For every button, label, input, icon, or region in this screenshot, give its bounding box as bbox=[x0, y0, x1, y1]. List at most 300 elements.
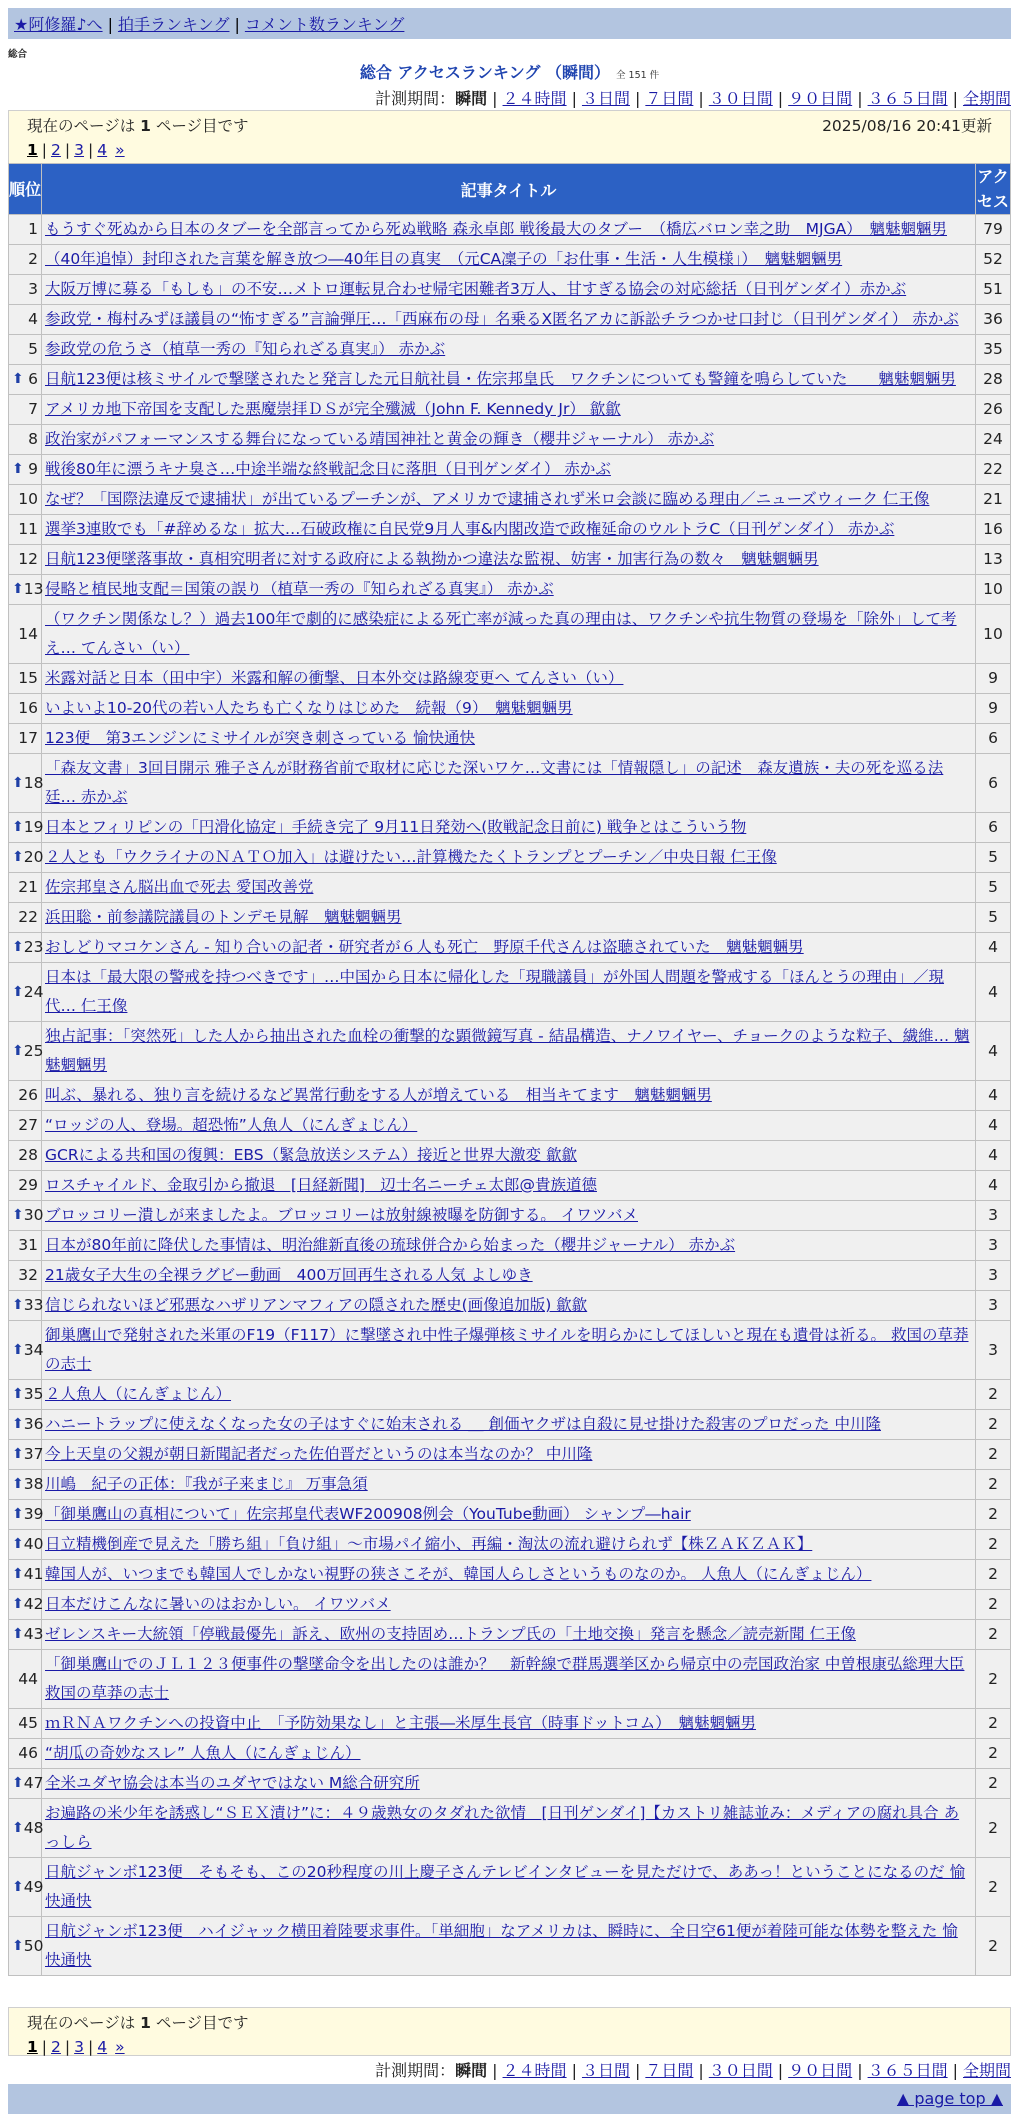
title-cell bbox=[42, 1709, 976, 1739]
table-header-row bbox=[9, 164, 1011, 215]
article-title-link[interactable]: 川嶋 紀子の正体：『我が子来まじ』 万事急須 bbox=[45, 1475, 368, 1493]
period-link[interactable]: ３６５日間 bbox=[867, 2061, 948, 2080]
article-title-link[interactable]: 日航ジャンボ123便 そもそも、この20秒程度の川上慶子さんテレビインタビューを見ただけで、ああっ！ということになるのだ 愉快通快 bbox=[45, 1863, 966, 1910]
rank-cell bbox=[9, 1380, 42, 1410]
title-cell bbox=[42, 1799, 976, 1858]
article-title-link[interactable]: お遍路の米少年を誘惑し“ＳＥＸ漬け”に：４９歳熟女のタダれた欲情 [日刊ゲンダイ]【カストリ雑誌並み：メディアの腐れ具合 あっしら bbox=[45, 1804, 960, 1851]
table-row bbox=[9, 245, 1011, 275]
rank-up-arrow-icon: ⬆ bbox=[12, 1042, 24, 1059]
article-title-link[interactable]: 全米ユダヤ協会は本当のユダヤではない M総合研究所 bbox=[45, 1774, 420, 1792]
table-row bbox=[9, 1291, 1011, 1321]
rank-cell bbox=[9, 1858, 42, 1917]
rank-number: 38 bbox=[23, 1475, 44, 1493]
table-row bbox=[9, 365, 1011, 395]
rank-number: 33 bbox=[23, 1296, 44, 1314]
article-title-link[interactable]: “胡瓜の奇妙なスレ” 人魚人（にんぎょじん） bbox=[45, 1744, 361, 1762]
article-title-link[interactable]: いよいよ10-20代の若い人たちも亡くなりはじめた 続報（9） 魑魅魍魎男 bbox=[45, 699, 573, 717]
title-cell bbox=[42, 1560, 976, 1590]
title-cell bbox=[42, 873, 976, 903]
separator: | bbox=[234, 15, 240, 34]
table-row bbox=[9, 1917, 1011, 1976]
rank-up-arrow-icon: ⬆ bbox=[12, 983, 24, 1000]
article-title-link[interactable]: なぜ？「国際法違反で逮捕状」が出ているプーチンが、アメリカで逮捕されず米ロ会談に臨める理由／ニューズウィーク 仁王像 bbox=[45, 490, 930, 508]
access-count: 5 bbox=[976, 903, 1011, 933]
access-count: 2 bbox=[976, 1917, 1011, 1976]
article-title-link[interactable]: 日本が80年前に降伏した事情は、明治維新直後の琉球併合から始まった（櫻井ジャーナル） 赤かぶ bbox=[45, 1236, 736, 1254]
title-cell bbox=[42, 545, 976, 575]
rank-number: 25 bbox=[23, 1041, 44, 1060]
separator: | bbox=[64, 2038, 71, 2056]
article-title-link[interactable]: ハニートラップに使えなくなった女の子はすぐに始末される ＿ 創価ヤクザは自殺に見せ掛けた殺害のプロだった 中川隆 bbox=[45, 1415, 881, 1433]
rank-cell bbox=[9, 903, 42, 933]
rank-number: 40 bbox=[23, 1535, 44, 1553]
access-count: 3 bbox=[976, 1231, 1011, 1261]
rank-number: 35 bbox=[23, 1385, 44, 1403]
access-count: 2 bbox=[976, 1799, 1011, 1858]
rank-cell bbox=[9, 1171, 42, 1201]
title-cell bbox=[42, 1530, 976, 1560]
table-row bbox=[9, 1709, 1011, 1739]
article-title-link[interactable]: 「御巣鷹山でのＪＬ１２３便事件の撃墜命令を出したのは誰か？ 新幹線で群馬選挙区から帰京中の売国政治家 中曽根康弘総理大臣 救国の草莽の志士 bbox=[45, 1655, 965, 1702]
table-row bbox=[9, 485, 1011, 515]
access-count: 36 bbox=[976, 305, 1011, 335]
rank-cell bbox=[9, 1321, 42, 1380]
article-title-link[interactable]: 日航123便は核ミサイルで撃墜されたと発言した元日航社員・佐宗邦皇氏 ワクチンについても警鐘を鳴らしていた 魑魅魍魎男 bbox=[45, 370, 956, 388]
period-link[interactable]: ２４時間 bbox=[502, 89, 567, 108]
title-cell bbox=[42, 933, 976, 963]
rank-up-arrow-icon: ⬆ bbox=[12, 1416, 24, 1432]
article-title-link[interactable]: 大阪万博に募る「もしも」の不安…メトロ運転見合わせ帰宅困難者3万人、甘すぎる協会の対応総括（日刊ゲンダイ）赤かぶ bbox=[45, 280, 907, 298]
rank-number: 7 bbox=[28, 400, 38, 418]
period-link[interactable]: ３６５日間 bbox=[867, 89, 948, 108]
period-selector-bottom bbox=[375, 2058, 1011, 2081]
period-label: 計測期間： bbox=[375, 2061, 456, 2080]
page-link[interactable]: 3 bbox=[74, 141, 85, 159]
article-title-link[interactable]: 今上天皇の父親が朝日新聞記者だった佐伯晋だというのは本当なのか？ 中川隆 bbox=[45, 1445, 593, 1463]
title-cell bbox=[42, 305, 976, 335]
rank-cell bbox=[9, 275, 42, 305]
table-row bbox=[9, 545, 1011, 575]
access-count: 3 bbox=[976, 1321, 1011, 1380]
access-count: 4 bbox=[976, 1141, 1011, 1171]
table-row bbox=[9, 335, 1011, 365]
table-row bbox=[9, 754, 1011, 813]
article-title-link[interactable]: 御巣鷹山で発射された米軍のF19（F117）に撃墜され中性子爆弾核ミサイルを明らかにしてほしいと現在も遺骨は祈る。 救国の草莽の志士 bbox=[45, 1326, 969, 1373]
article-title-link[interactable]: 21歳女子大生の全裸ラグビー動画 400万回再生される人気 よしゆき bbox=[45, 1266, 533, 1284]
article-title-link[interactable]: 参政党・梅村みずほ議員の“怖すぎる”言論弾圧…「西麻布の母」名乗るX匿名アカに訴訟チラつかせ口封じ（日刊ゲンダイ） 赤かぶ bbox=[45, 310, 959, 328]
rank-number: 16 bbox=[18, 699, 38, 717]
article-title-link[interactable]: “ロッジの人、登場。超恐怖”人魚人（にんぎょじん） bbox=[45, 1116, 418, 1134]
rank-number: 29 bbox=[18, 1176, 38, 1194]
table-row bbox=[9, 1171, 1011, 1201]
rank-up-arrow-icon: ⬆ bbox=[12, 1207, 24, 1223]
rank-number: 47 bbox=[23, 1774, 44, 1792]
article-title-link[interactable]: 政治家がパフォーマンスする舞台になっている靖国神社と黄金の輝き（櫻井ジャーナル） 赤かぶ bbox=[45, 430, 715, 448]
rank-cell bbox=[9, 245, 42, 275]
period-link[interactable]: ７日間 bbox=[645, 2061, 694, 2080]
rank-cell bbox=[9, 754, 42, 813]
article-title-link[interactable]: 日航ジャンボ123便 ハイジャック横田着陸要求事件。「単細胞」なアメリカは、瞬時に、全日空61便が着陸可能な体勢を整えた 愉快通快 bbox=[45, 1922, 958, 1969]
rank-number: 41 bbox=[23, 1565, 44, 1583]
top-nav-bar bbox=[8, 8, 1011, 39]
rank-number: 37 bbox=[23, 1445, 44, 1463]
separator: | bbox=[41, 2038, 48, 2056]
page-link[interactable]: 2 bbox=[51, 2038, 61, 2056]
period-link[interactable]: ３日間 bbox=[581, 89, 630, 108]
article-title-link[interactable]: アメリカ地下帝国を支配した悪魔崇拝ＤＳが完全殲滅（John F. Kennedy Jr） 歙歙 bbox=[45, 400, 621, 418]
access-count: 2 bbox=[976, 1560, 1011, 1590]
rank-up-arrow-icon: ⬆ bbox=[12, 461, 24, 477]
access-count: 3 bbox=[976, 1261, 1011, 1291]
total-count: 全 151 件 bbox=[616, 70, 660, 81]
table-row bbox=[9, 1410, 1011, 1440]
rank-up-arrow-icon: ⬆ bbox=[12, 1536, 24, 1552]
title-cell bbox=[42, 724, 976, 754]
access-count: 6 bbox=[976, 813, 1011, 843]
rank-cell bbox=[9, 335, 42, 365]
pager-top bbox=[8, 110, 1011, 164]
access-count: 2 bbox=[976, 1739, 1011, 1769]
separator: | bbox=[634, 2061, 641, 2080]
rank-number: 31 bbox=[18, 1236, 38, 1254]
period-link[interactable]: ９０日間 bbox=[788, 89, 853, 108]
table-row bbox=[9, 963, 1011, 1022]
access-count: 3 bbox=[976, 1201, 1011, 1231]
access-count: 2 bbox=[976, 1500, 1011, 1530]
access-count: 9 bbox=[976, 694, 1011, 724]
access-count: 2 bbox=[976, 1440, 1011, 1470]
article-title-link[interactable]: 独占記事：「突然死」した人から抽出された血栓の衝撃的な顕微鏡写真 - 結晶構造、ナノワイヤー、チョークのような粒子、繊維… 魑魅魍魎男 bbox=[45, 1027, 970, 1074]
rank-number: 36 bbox=[23, 1415, 44, 1433]
period-link[interactable]: ３０日間 bbox=[708, 2061, 773, 2080]
rank-cell bbox=[9, 1769, 42, 1799]
top-nav-link-comment-ranking[interactable]: コメント数ランキング bbox=[244, 15, 405, 34]
rank-cell bbox=[9, 1410, 42, 1440]
article-title-link[interactable]: ブロッコリー潰しが来ましたよ。ブロッコリーは放射線被曝を防御する。 イワツバメ bbox=[45, 1206, 638, 1224]
period-current: 瞬間 bbox=[455, 2061, 488, 2080]
rank-cell bbox=[9, 365, 42, 395]
rank-up-arrow-icon: ⬆ bbox=[12, 1878, 24, 1895]
title-cell bbox=[42, 1171, 976, 1201]
table-row bbox=[9, 605, 1011, 664]
article-title-link[interactable]: ロスチャイルド、金取引から撤退 [日経新聞] 辺士名ニーチェ太郎@貴族道德 bbox=[45, 1176, 597, 1194]
rank-up-arrow-icon: ⬆ bbox=[12, 1446, 24, 1462]
table-row bbox=[9, 1081, 1011, 1111]
title-cell bbox=[42, 963, 976, 1022]
rank-number: 6 bbox=[28, 370, 38, 388]
table-row bbox=[9, 1590, 1011, 1620]
title-cell bbox=[42, 485, 976, 515]
separator: | bbox=[634, 89, 641, 108]
page-link[interactable]: 4 bbox=[97, 141, 108, 159]
title-cell bbox=[42, 1261, 976, 1291]
title-cell bbox=[42, 843, 976, 873]
article-title-link[interactable]: ゼレンスキー大統領「停戦最優先」訴え、欧州の支持固め…トランプ氏の「土地交換」発言を懸念／読売新聞 仁王像 bbox=[45, 1625, 857, 1643]
article-title-link[interactable]: 米露対話と日本（田中宇）米露和解の衝撃、日本外交は路線変更へ てんさい（い） bbox=[45, 669, 624, 687]
article-title-link[interactable]: （ワクチン関係なし？）過去100年で劇的に感染症による死亡率が減った真の理由は、ワクチンや抗生物質の登場を「除外」して考え… てんさい（い） bbox=[45, 610, 957, 657]
rank-cell bbox=[9, 605, 42, 664]
rank-number: 14 bbox=[18, 624, 38, 643]
access-count: 2 bbox=[976, 1410, 1011, 1440]
rank-number: 23 bbox=[23, 938, 44, 956]
rank-cell bbox=[9, 1111, 42, 1141]
article-title-link[interactable]: 信じられないほど邪悪なハザリアンマフィアの隠された歴史(画像追加版) 歙歙 bbox=[45, 1296, 588, 1314]
access-count: 35 bbox=[976, 335, 1011, 365]
article-title-link[interactable]: 選挙3連敗でも「#辞めるな」拡大…石破政権に自民党9月人事&内閣改造で政権延命のウルトラC（日刊ゲンダイ） 赤かぶ bbox=[45, 520, 895, 538]
page-status-line bbox=[27, 2011, 992, 2035]
article-title-link[interactable]: 日立精機倒産で見えた「勝ち組」「負け組」～市場パイ縮小、再編・淘汰の流れ避けられず【株ＺＡＫＺＡＫ】 bbox=[45, 1535, 813, 1553]
period-link[interactable]: ３０日間 bbox=[708, 89, 773, 108]
access-count: 4 bbox=[976, 1022, 1011, 1081]
access-count: 26 bbox=[976, 395, 1011, 425]
article-title-link[interactable]: もうすぐ死ぬから日本のタブーを全部言ってから死ぬ戦略 森永卓郎 戦後最大のタブー （橋広バロン幸之助 MJGA） 魑魅魍魎男 bbox=[45, 220, 947, 238]
access-count: 5 bbox=[976, 843, 1011, 873]
rank-number: 34 bbox=[23, 1340, 44, 1359]
rank-number: 26 bbox=[18, 1086, 38, 1104]
separator: | bbox=[952, 89, 958, 108]
header-access: アクセス bbox=[976, 164, 1011, 215]
access-count: 2 bbox=[976, 1769, 1011, 1799]
rank-up-arrow-icon: ⬆ bbox=[12, 1341, 24, 1358]
table-row bbox=[9, 455, 1011, 485]
separator: | bbox=[857, 2061, 863, 2080]
rank-cell bbox=[9, 963, 42, 1022]
table-row bbox=[9, 664, 1011, 694]
separator: | bbox=[492, 2061, 498, 2080]
rank-cell bbox=[9, 724, 42, 754]
title-cell bbox=[42, 1620, 976, 1650]
table-row bbox=[9, 1141, 1011, 1171]
table-row bbox=[9, 1769, 1011, 1799]
rank-number: 20 bbox=[23, 848, 44, 866]
access-count: 2 bbox=[976, 1470, 1011, 1500]
title-cell bbox=[42, 1321, 976, 1380]
rank-up-arrow-icon: ⬆ bbox=[12, 1566, 24, 1582]
period-link[interactable]: 全期間 bbox=[962, 89, 1011, 108]
table-row bbox=[9, 1530, 1011, 1560]
access-count: 10 bbox=[976, 605, 1011, 664]
article-title-link[interactable]: 123便 第3エンジンにミサイルが突き刺さっている 愉快通快 bbox=[45, 729, 476, 747]
title-cell bbox=[42, 1440, 976, 1470]
period-link[interactable]: ３日間 bbox=[581, 2061, 630, 2080]
rank-cell bbox=[9, 1022, 42, 1081]
rank-number: 5 bbox=[28, 340, 38, 358]
rank-cell bbox=[9, 1470, 42, 1500]
article-title-link[interactable]: 浜田聡・前参議院議員のトンデモ見解 魑魅魍魎男 bbox=[45, 908, 402, 926]
title-cell bbox=[42, 1081, 976, 1111]
page-status bbox=[27, 2011, 249, 2035]
rank-number: 4 bbox=[28, 310, 38, 328]
page-top-link[interactable]: ▲ page top ▲ bbox=[896, 2089, 1003, 2108]
rank-number: 8 bbox=[28, 430, 38, 448]
rank-cell bbox=[9, 1650, 42, 1709]
table-row bbox=[9, 1858, 1011, 1917]
rank-cell bbox=[9, 1799, 42, 1858]
access-count: 4 bbox=[976, 1081, 1011, 1111]
title-cell bbox=[42, 1858, 976, 1917]
rank-cell bbox=[9, 843, 42, 873]
article-title-link[interactable]: 日航123便墜落事故・真相究明者に対する政府による執拗かつ違法な監視、妨害・加害行為の数々 魑魅魍魎男 bbox=[45, 550, 819, 568]
rank-up-arrow-icon: ⬆ bbox=[12, 774, 24, 791]
rank-number: 21 bbox=[18, 878, 38, 896]
title-cell bbox=[42, 1470, 976, 1500]
rank-cell bbox=[9, 694, 42, 724]
article-title-link[interactable]: ｍＲＮＡワクチンへの投資中止 「予防効果なし」と主張―米厚生長官（時事ドットコム） 魑魅魍魎男 bbox=[45, 1714, 756, 1732]
article-title-link[interactable]: GCRによる共和国の復興：EBS（緊急放送システム）接近と世界大激変 歙歙 bbox=[45, 1146, 577, 1164]
rank-cell bbox=[9, 1440, 42, 1470]
article-title-link[interactable]: 韓国人が、いつまでも韓国人でしかない視野の狭さこそが、韓国人らしさというものなのか。 人魚人（にんぎょじん） bbox=[45, 1565, 872, 1583]
period-current: 瞬間 bbox=[455, 89, 488, 108]
rank-number: 27 bbox=[18, 1116, 38, 1134]
access-count: 9 bbox=[976, 664, 1011, 694]
page-link[interactable]: 4 bbox=[97, 2038, 108, 2056]
top-nav-link-home[interactable]: ★阿修羅♪へ bbox=[14, 15, 103, 34]
page-current: 1 bbox=[27, 2038, 38, 2056]
article-title-link[interactable]: 「森友文書」3回目開示 雅子さんが財務省前で取材に応じた深いワケ…文書には「情報隠し」の記述 森友遺族・夫の死を巡る法廷… 赤かぶ bbox=[45, 759, 944, 806]
article-title-link[interactable]: 参政党の危うさ（植草一秀の『知られざる真実』） 赤かぶ bbox=[45, 340, 446, 358]
title-cell bbox=[42, 1022, 976, 1081]
rank-cell bbox=[9, 873, 42, 903]
period-label: 計測期間： bbox=[375, 89, 456, 108]
rank-cell bbox=[9, 215, 42, 245]
period-link[interactable]: ９０日間 bbox=[788, 2061, 853, 2080]
rank-number: 39 bbox=[23, 1505, 44, 1523]
article-title-link[interactable]: 叫ぶ、暴れる、独り言を続けるなど異常行動をする人が増えている 相当キてます 魑魅魍魎男 bbox=[45, 1086, 712, 1104]
access-count: 2 bbox=[976, 1380, 1011, 1410]
separator: | bbox=[777, 2061, 784, 2080]
period-link[interactable]: 全期間 bbox=[962, 2061, 1011, 2080]
page-status bbox=[27, 114, 249, 138]
period-link[interactable]: ２４時間 bbox=[502, 2061, 567, 2080]
page-link[interactable]: 2 bbox=[51, 141, 61, 159]
article-title-link[interactable]: 日本だけこんなに暑いのはおかしい。 イワツバメ bbox=[45, 1595, 391, 1613]
rank-number: 24 bbox=[23, 982, 44, 1001]
page-status-suffix: ページ目です bbox=[150, 2014, 249, 2032]
access-count: 2 bbox=[976, 1620, 1011, 1650]
access-count: 6 bbox=[976, 724, 1011, 754]
header-rank: 順位 bbox=[9, 164, 42, 215]
separator: | bbox=[88, 141, 94, 159]
access-count: 5 bbox=[976, 873, 1011, 903]
title-cell bbox=[42, 1111, 976, 1141]
article-title-link[interactable]: （40年追悼）封印された言葉を解き放つ―40年目の真実 （元CA凜子の「お仕事・生活・人生模様」） 魑魅魍魎男 bbox=[45, 250, 843, 268]
access-count: 4 bbox=[976, 933, 1011, 963]
rank-up-arrow-icon: ⬆ bbox=[12, 1297, 24, 1313]
separator: | bbox=[64, 141, 71, 159]
article-title-link[interactable]: 日本とフィリピンの「円滑化協定」手続き完了 9月11日発効へ(敗戦記念日前に) 戦争とはこういう物 bbox=[45, 818, 747, 836]
rank-cell bbox=[9, 1590, 42, 1620]
article-title-link[interactable]: 日本は「最大限の警戒を持つべきです」…中国から日本に帰化した「現職議員」が外国人問題を警戒する「ほんとうの理由」／現代… 仁王像 bbox=[45, 968, 945, 1015]
page-next-link[interactable]: » bbox=[115, 141, 125, 159]
access-count: 4 bbox=[976, 963, 1011, 1022]
title-cell bbox=[42, 813, 976, 843]
rank-cell bbox=[9, 1709, 42, 1739]
title-cell bbox=[42, 245, 976, 275]
separator: | bbox=[571, 89, 577, 108]
rank-cell bbox=[9, 1231, 42, 1261]
article-title-link[interactable]: ２人とも「ウクライナのＮＡＴＯ加入」は避けたい…計算機たたくトランプとプーチン／中央日報 仁王像 bbox=[45, 848, 777, 866]
rank-number: 9 bbox=[28, 460, 38, 478]
access-count: 2 bbox=[976, 1530, 1011, 1560]
access-count: 2 bbox=[976, 1590, 1011, 1620]
rank-cell bbox=[9, 1141, 42, 1171]
ranking-title-block bbox=[0, 60, 1019, 83]
rank-number: 43 bbox=[23, 1625, 44, 1643]
article-title-link[interactable]: ２人魚人（にんぎょじん） bbox=[45, 1385, 232, 1403]
page-next-link[interactable]: » bbox=[115, 2038, 125, 2056]
page-current: 1 bbox=[27, 141, 38, 159]
rank-cell bbox=[9, 1739, 42, 1769]
rank-up-arrow-icon: ⬆ bbox=[12, 939, 24, 955]
rank-number: 46 bbox=[18, 1744, 38, 1762]
rank-number: 10 bbox=[18, 490, 38, 508]
title-cell bbox=[42, 365, 976, 395]
rank-up-arrow-icon: ⬆ bbox=[12, 1506, 24, 1522]
rank-number: 15 bbox=[18, 669, 38, 687]
title-cell bbox=[42, 664, 976, 694]
rank-number: 30 bbox=[23, 1206, 44, 1224]
table-row bbox=[9, 1111, 1011, 1141]
article-title-link[interactable]: おしどりマコケンさん - 知り合いの記者・研究者が６人も死亡 野原千代さんは盗聴されていた 魑魅魍魎男 bbox=[45, 938, 804, 956]
access-count: 24 bbox=[976, 425, 1011, 455]
page-status-number: 1 bbox=[140, 117, 151, 135]
rank-cell bbox=[9, 395, 42, 425]
header-title: 記事タイトル bbox=[42, 164, 976, 215]
title-cell bbox=[42, 1291, 976, 1321]
table-row bbox=[9, 575, 1011, 605]
period-link[interactable]: ７日間 bbox=[645, 89, 694, 108]
rank-number: 48 bbox=[23, 1818, 44, 1837]
rank-cell bbox=[9, 813, 42, 843]
rank-up-arrow-icon: ⬆ bbox=[12, 1596, 24, 1612]
rank-cell bbox=[9, 1560, 42, 1590]
rank-cell bbox=[9, 575, 42, 605]
title-cell bbox=[42, 1739, 976, 1769]
page-link[interactable]: 3 bbox=[74, 2038, 85, 2056]
rank-cell bbox=[9, 305, 42, 335]
separator: | bbox=[571, 2061, 577, 2080]
article-title-link[interactable]: 「御巣鷹山の真相について」佐宗邦皇代表WF200908例会（YouTube動画） シャンプ―hair bbox=[45, 1505, 691, 1523]
article-title-link[interactable]: 戦後80年に漂うキナ臭さ…中途半端な終戦記念日に落胆（日刊ゲンダイ） 赤かぶ bbox=[45, 460, 611, 478]
table-row bbox=[9, 395, 1011, 425]
access-count: 13 bbox=[976, 545, 1011, 575]
access-count: 51 bbox=[976, 275, 1011, 305]
title-cell bbox=[42, 605, 976, 664]
title-cell bbox=[42, 1590, 976, 1620]
rank-number: 18 bbox=[23, 773, 44, 792]
title-cell bbox=[42, 515, 976, 545]
period-selector-top bbox=[375, 86, 1011, 109]
page-links bbox=[27, 138, 992, 162]
rank-cell bbox=[9, 664, 42, 694]
title-cell bbox=[42, 1231, 976, 1261]
rank-number: 42 bbox=[23, 1595, 44, 1613]
top-nav-link-clap-ranking[interactable]: 拍手ランキング bbox=[117, 15, 230, 34]
title-cell bbox=[42, 1500, 976, 1530]
rank-cell bbox=[9, 1261, 42, 1291]
table-row bbox=[9, 1739, 1011, 1769]
table-row bbox=[9, 1560, 1011, 1590]
rank-number: 2 bbox=[28, 250, 38, 268]
access-count: 3 bbox=[976, 1291, 1011, 1321]
rank-cell bbox=[9, 485, 42, 515]
access-count: 4 bbox=[976, 1111, 1011, 1141]
title-cell bbox=[42, 694, 976, 724]
article-title-link[interactable]: 佐宗邦皇さん脳出血で死去 愛国改善党 bbox=[45, 878, 314, 896]
rank-number: 45 bbox=[18, 1714, 38, 1732]
pager-bottom bbox=[8, 2007, 1011, 2056]
article-title-link[interactable]: 侵略と植民地支配＝国策の誤り（植草一秀の『知られざる真実』） 赤かぶ bbox=[45, 580, 554, 598]
